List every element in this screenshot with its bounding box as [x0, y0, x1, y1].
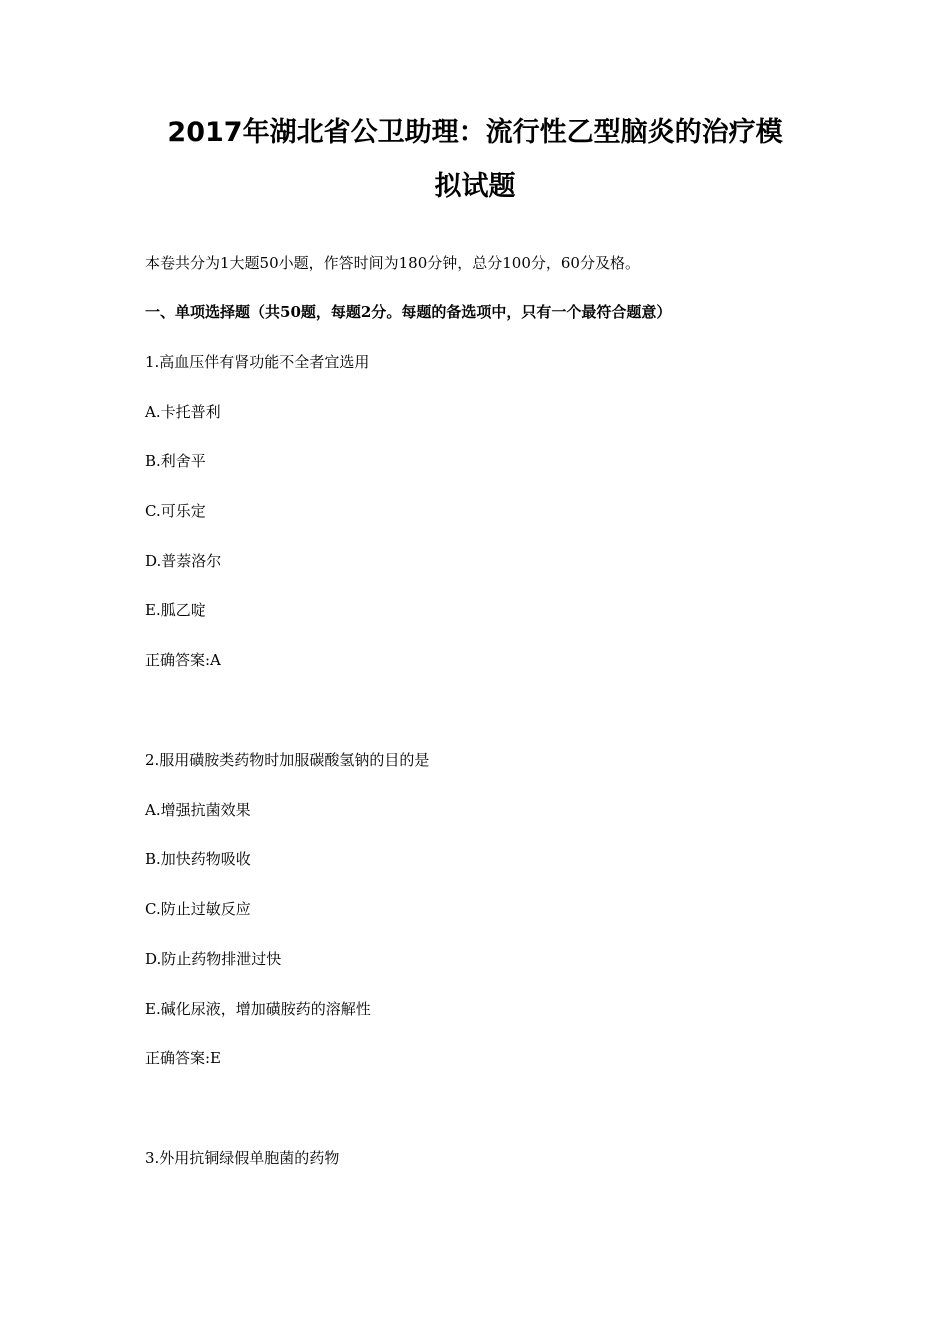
document-title — [130, 106, 820, 214]
question-3-stem: 3.外用抗铜绿假单胞菌的药物 — [145, 1149, 340, 1167]
question-1-option-d: D.普萘洛尔 — [145, 552, 222, 570]
title-line-1: 2017年湖北省公卫助理：流行性乙型脑炎的治疗模 — [167, 117, 783, 148]
question-2-option-d: D.防止药物排泄过快 — [145, 950, 282, 968]
question-1-option-e: E.胍乙啶 — [145, 601, 206, 619]
question-1-option-a: A.卡托普利 — [145, 403, 221, 421]
question-1-answer: 正确答案:A — [145, 651, 221, 669]
question-1-option-c: C.可乐定 — [145, 502, 206, 520]
exam-intro: 本卷共分为1大题50小题，作答时间为180分钟，总分100分，60分及格。 — [145, 254, 640, 272]
question-2-option-c: C.防止过敏反应 — [145, 900, 251, 918]
question-2-option-b: B.加快药物吸收 — [145, 850, 251, 868]
title-line-2: 拟试题 — [434, 171, 516, 202]
question-1-stem: 1.高血压伴有肾功能不全者宜选用 — [145, 353, 370, 371]
question-2-stem: 2.服用磺胺类药物时加服碳酸氢钠的目的是 — [145, 751, 430, 769]
question-2-answer: 正确答案:E — [145, 1049, 222, 1067]
question-1-option-b: B.利舍平 — [145, 452, 206, 470]
section-heading: 一、单项选择题（共50题，每题2分。每题的备选项中，只有一个最符合题意） — [145, 303, 672, 321]
question-2-option-e: E.碱化尿液，增加磺胺药的溶解性 — [145, 1000, 371, 1018]
question-2-option-a: A.增强抗菌效果 — [145, 801, 251, 819]
